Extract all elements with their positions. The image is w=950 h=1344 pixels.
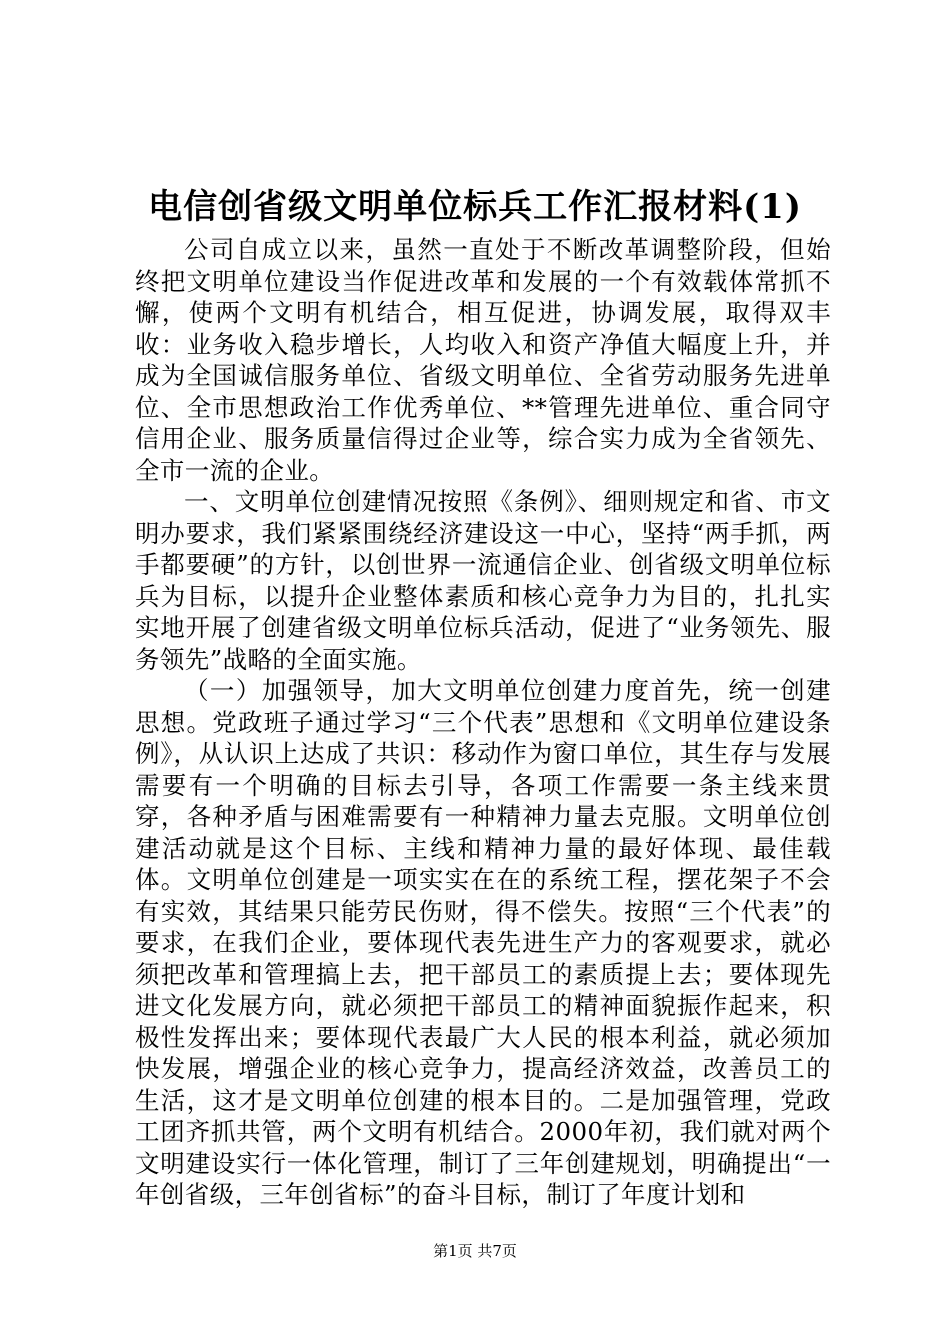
paragraph-section-one: 一、文明单位创建情况按照《条例》、细则规定和省、市文明办要求，我们紧紧围绕经济建设这一中心，坚持“两手抓，两手都要硬”的方针，以创世界一流通信企业、创省级文明单位标兵为目标，以提升企业整体素质和核心竞争力为目的，扎扎实实地开展了创建省级文明单位标兵活动，促进了“业务领先、服务领先”战略的全面实施。 (135, 487, 831, 674)
paragraph-subsection-one: （一）加强领导，加大文明单位创建力度首先，统一创建思想。党政班子通过学习“三个代表”思想和《文明单位建设条例》，从认识上达成了共识：移动作为窗口单位，其生存与发展需要有一个明确的目标去引导，各项工作需要一条主线来贯穿，各种矛盾与困难需要有一种精神力量去克服。文明单位创建活动就是这个目标、主线和精神力量的最好体现、最佳载体。文明单位创建是一项实实在在的系统工程，摆花架子不会有实效，其结果只能劳民伤财，得不偿失。按照“三个代表”的要求，在我们企业，要体现代表先进生产力的客观要求，就必须把改革和管理搞上去，把干部员工的素质提上去；要体现先进文化发展方向，就必须把干部员工的精神面貌振作起来，积极性发挥出来；要体现代表最广大人民的根本利益，就必须加快发展，增强企业的核心竞争力，提高经济效益，改善员工的生活，这才是文明单位创建的根本目的。二是加强管理，党政工团齐抓共管，两个文明有机结合。2000年初，我们就对两个文明建设实行一体化管理，制订了三年创建规划，明确提出“一年创省级，三年创省标”的奋斗目标，制订了年度计划和 (135, 676, 831, 1209)
page-footer: 第1页 共7页 (433, 1242, 517, 1260)
document-title: 电信创省级文明单位标兵工作汇报材料(1) (148, 187, 802, 227)
paragraph-intro: 公司自成立以来，虽然一直处于不断改革调整阶段，但始终把文明单位建设当作促进改革和发展的一个有效载体常抓不懈，使两个文明有机结合，相互促进，协调发展，取得双丰收：业务收入稳步增长，人均收入和资产净值大幅度上升，并成为全国诚信服务单位、省级文明单位、全省劳动服务先进单位、全市思想政治工作优秀单位、**管理先进单位、重合同守信用企业、服务质量信得过企业等，综合实力成为全省领先、全市一流的企业。 (135, 235, 831, 485)
document-body (135, 234, 831, 1211)
